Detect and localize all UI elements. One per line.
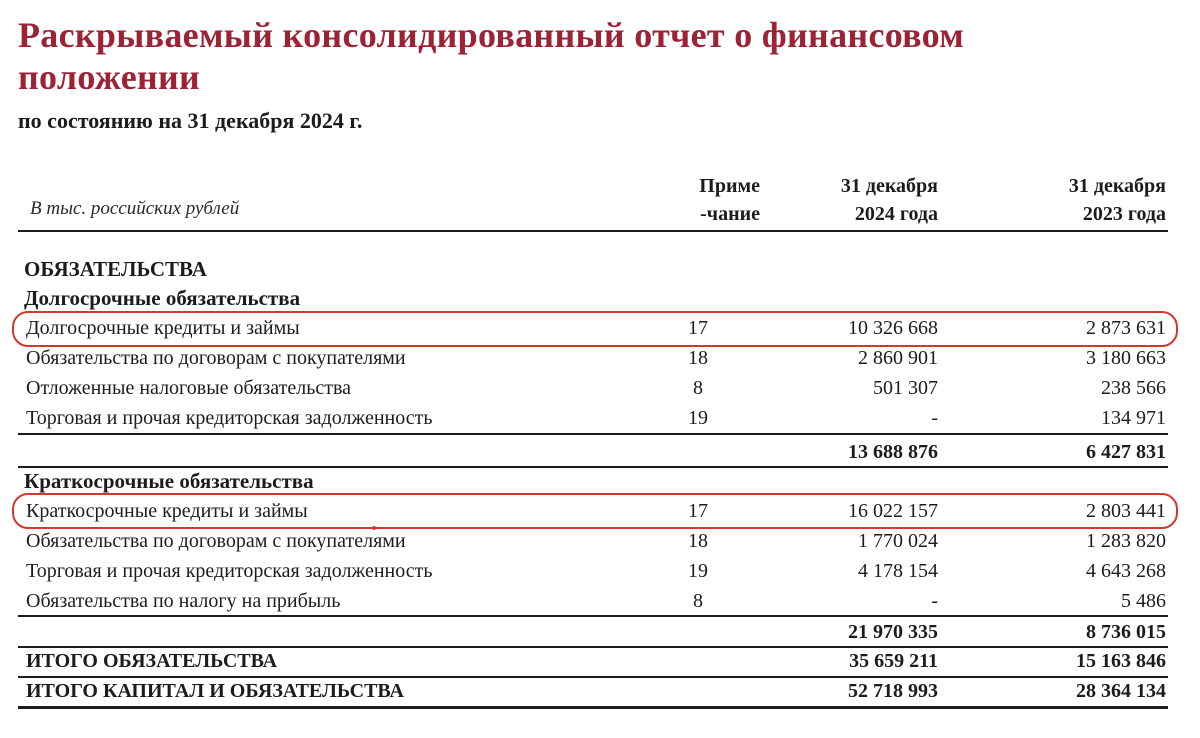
long-term-subtotal-row bbox=[18, 437, 1168, 467]
short-term-subtotal-2024: 21 970 335 bbox=[848, 621, 938, 643]
report-title bbox=[18, 14, 1118, 98]
row-note: 18 bbox=[688, 347, 708, 369]
total-equity-liabilities-label: ИТОГО КАПИТАЛ И ОБЯЗАТЕЛЬСТВА bbox=[26, 680, 404, 702]
highlight-long-term-loans bbox=[12, 311, 1178, 347]
row-label: Краткосрочные кредиты и займы bbox=[26, 500, 308, 522]
row-value-2024: 501 307 bbox=[873, 377, 938, 399]
row-label: Торговая и прочая кредиторская задолженность bbox=[26, 560, 433, 582]
table-row bbox=[18, 403, 1168, 433]
total-equity-liabilities-2024: 52 718 993 bbox=[848, 680, 938, 702]
highlight-short-term-loans bbox=[12, 493, 1178, 529]
note-column-header: Приме -чание bbox=[699, 175, 760, 225]
long-term-subtotal-2024: 13 688 876 bbox=[848, 441, 938, 463]
row-value-2023: 4 643 268 bbox=[1086, 560, 1166, 582]
long-term-heading: Долгосрочные обязательства bbox=[24, 286, 301, 310]
table-row bbox=[18, 373, 1168, 403]
long-term-subtotal-2023: 6 427 831 bbox=[1086, 441, 1166, 463]
report-date: по состоянию на 31 декабря 2024 г. bbox=[18, 108, 363, 133]
section-title: ОБЯЗАТЕЛЬСТВА bbox=[24, 257, 207, 281]
report-title-line1: Раскрываемый консолидированный отчет о финансовом bbox=[18, 15, 965, 55]
row-note: 19 bbox=[688, 560, 708, 582]
row-value-2024: 16 022 157 bbox=[848, 500, 938, 522]
table-row bbox=[18, 526, 1168, 556]
column-2024-header: 31 декабря 2024 года bbox=[840, 175, 938, 225]
short-term-subtotal-2023: 8 736 015 bbox=[1086, 621, 1166, 643]
total-liabilities-label: ИТОГО ОБЯЗАТЕЛЬСТВА bbox=[26, 650, 278, 672]
total-equity-liabilities-2023: 28 364 134 bbox=[1076, 680, 1166, 702]
column-2023-header: 31 декабря 2023 года bbox=[1068, 175, 1166, 225]
row-note: 17 bbox=[688, 317, 708, 339]
row-value-2023: 134 971 bbox=[1101, 407, 1166, 429]
row-note: 18 bbox=[688, 530, 708, 552]
row-note: 8 bbox=[693, 377, 703, 399]
row-label: Обязательства по договорам с покупателями bbox=[26, 347, 406, 369]
row-value-2023: 238 566 bbox=[1101, 377, 1166, 399]
final-rule bbox=[18, 706, 1168, 709]
row-value-2023: 2 803 441 bbox=[1086, 500, 1166, 522]
table-row bbox=[18, 586, 1168, 616]
row-value-2024: - bbox=[931, 407, 938, 429]
row-label: Долгосрочные кредиты и займы bbox=[26, 317, 300, 339]
row-label: Обязательства по налогу на прибыль bbox=[26, 590, 341, 612]
row-value-2024: 2 860 901 bbox=[858, 347, 938, 369]
table-row bbox=[18, 343, 1168, 373]
row-value-2024: - bbox=[931, 590, 938, 612]
short-term-subtotal-row bbox=[18, 617, 1168, 647]
row-value-2024: 4 178 154 bbox=[858, 560, 938, 582]
row-value-2023: 2 873 631 bbox=[1086, 317, 1166, 339]
total-liabilities-2024: 35 659 211 bbox=[849, 650, 938, 672]
total-liabilities-row bbox=[18, 646, 1168, 676]
annotation-dot bbox=[372, 526, 376, 530]
units-label: В тыс. российских рублей bbox=[30, 198, 240, 219]
total-liabilities-2023: 15 163 846 bbox=[1076, 650, 1166, 672]
long-term-rule bbox=[18, 433, 1168, 435]
total-equity-liabilities-row bbox=[18, 676, 1168, 706]
row-label: Обязательства по договорам с покупателями bbox=[26, 530, 406, 552]
row-value-2024: 1 770 024 bbox=[858, 530, 938, 552]
row-note: 17 bbox=[688, 500, 708, 522]
short-term-heading: Краткосрочные обязательства bbox=[24, 469, 314, 493]
row-value-2023: 1 283 820 bbox=[1086, 530, 1166, 552]
row-value-2023: 5 486 bbox=[1121, 590, 1166, 612]
row-label: Торговая и прочая кредиторская задолженность bbox=[26, 407, 433, 429]
table-row bbox=[18, 556, 1168, 586]
row-value-2024: 10 326 668 bbox=[848, 317, 938, 339]
row-note: 19 bbox=[688, 407, 708, 429]
report-title-line2: положении bbox=[18, 57, 201, 97]
row-label: Отложенные налоговые обязательства bbox=[26, 377, 352, 399]
row-value-2023: 3 180 663 bbox=[1086, 347, 1166, 369]
row-note: 8 bbox=[693, 590, 703, 612]
header-rule bbox=[18, 230, 1168, 232]
